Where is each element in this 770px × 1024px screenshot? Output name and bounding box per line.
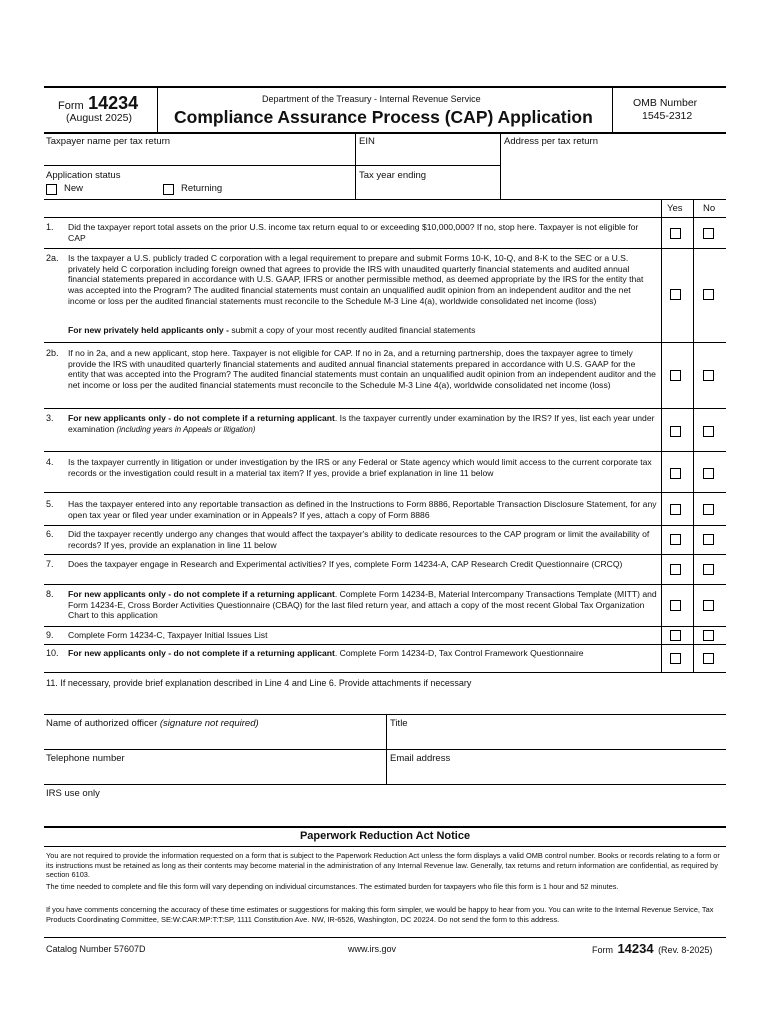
question-2a-text: Is the taxpayer a U.S. publicly traded C corporation with a legal requirement to prepare and submit Forms 10-K, 10-Q, and 8-K to the SEC or a U.S. privately held C corporation including foreign owned that agrees to provide the IRS with unaudited quarterly financial statements and audited annual financial statements prepared in accordance with U.S. GAAP, IFRS or another permissible method, as deemed appropriate by the IRS for the entity that was accepted into the Program? The audited financial statements must contain an unqualified audit opinion from an independent auditor and the net income or loss per the audited financial statements must reconcile to the Schedule M-3 Line 4(a), worldwide consolidated net income (loss) bbox=[68, 253, 644, 306]
footer-form-number: 14234 bbox=[617, 941, 654, 956]
pra-paragraph-3: If you have comments concerning the accuracy of these time estimates or suggestions for making this form simpler, we would be happy to hear from you. You can write to the Internal Revenue Service, Tax Products Coordinating Committee, SE:W:CAR:MP:T:T:SP, 1111 Constitution Ave. NW, IR-6526, Washington, DC 20224. Do not send the form to this address. bbox=[46, 905, 714, 924]
line-11-label: 11. If necessary, provide brief explanation described in Line 4 and Line 6. Provide attachments if necessary bbox=[46, 678, 472, 688]
question-10-body: . Complete Form 14234-D, Tax Control Framework Questionnaire bbox=[334, 648, 584, 658]
status-returning-checkbox[interactable] bbox=[163, 184, 174, 195]
question-10-no-checkbox[interactable] bbox=[703, 653, 714, 664]
form-number: 14234 bbox=[88, 93, 139, 113]
question-3-no-checkbox[interactable] bbox=[703, 426, 714, 437]
title-label: Title bbox=[390, 718, 408, 729]
question-9-no-checkbox[interactable] bbox=[703, 630, 714, 641]
website: www.irs.gov bbox=[348, 944, 397, 954]
question-8-no-checkbox[interactable] bbox=[703, 600, 714, 611]
question-9-yes-checkbox[interactable] bbox=[670, 630, 681, 641]
question-5-yes-checkbox[interactable] bbox=[670, 504, 681, 515]
question-10-text bbox=[68, 648, 658, 659]
question-1-yes-checkbox[interactable] bbox=[670, 228, 681, 239]
officer-label-note: (signature not required) bbox=[159, 718, 259, 729]
telephone-label: Telephone number bbox=[46, 753, 125, 764]
question-2b-yes-checkbox[interactable] bbox=[670, 370, 681, 381]
question-2a-note-bold: For new privately held applicants only - bbox=[68, 325, 229, 335]
yes-column-header: Yes bbox=[667, 203, 683, 214]
question-9-text: Complete Form 14234-C, Taxpayer Initial Issues List bbox=[68, 630, 268, 640]
question-2a-note bbox=[68, 325, 658, 336]
question-1-text: Did the taxpayer report total assets on the prior U.S. income tax return equal to or exceeding $10,000,000? If no, stop here. Taxpayer is not eligible for CAP bbox=[68, 222, 639, 243]
question-8-number: 8. bbox=[46, 589, 54, 599]
form-number-block bbox=[58, 93, 138, 114]
question-8-bold: For new applicants only - do not complete if a returning applicant bbox=[68, 589, 335, 599]
question-8-text bbox=[68, 589, 658, 621]
question-10-number: 10. bbox=[46, 648, 59, 658]
question-5-no-checkbox[interactable] bbox=[703, 504, 714, 515]
email-label: Email address bbox=[390, 753, 451, 764]
ein-label: EIN bbox=[359, 136, 375, 147]
question-2a-no-checkbox[interactable] bbox=[703, 289, 714, 300]
question-5-text: Has the taxpayer entered into any reportable transaction as defined in the Instructions to Form 8886, Reportable Transaction Disclosure Statement, for any open tax year or filed year under examination or in Appeals? If yes, attach a copy of Form 8886 bbox=[68, 499, 657, 520]
question-1-number: 1. bbox=[46, 222, 54, 232]
question-3-body: . Is the taxpayer currently under examination by the IRS? If yes, list each year under examination bbox=[68, 413, 655, 434]
no-column-header: No bbox=[703, 203, 716, 214]
form-date: (August 2025) bbox=[66, 112, 132, 124]
question-2a-number: 2a. bbox=[46, 253, 59, 263]
address-label: Address per tax return bbox=[504, 136, 598, 147]
question-2a-yes-checkbox[interactable] bbox=[670, 289, 681, 300]
omb-number: 1545-2312 bbox=[642, 110, 693, 122]
footer-form-id bbox=[592, 940, 712, 958]
line-11-explanation-field[interactable] bbox=[44, 690, 726, 714]
question-2b-text: If no in 2a, and a new applicant, stop here. Taxpayer is not eligible for CAP. If no in 2a, and a returning partnership, does the taxpayer agree to timely provide the IRS with unaudited quarterly financial statements and audited annual financial statements prepared in accordance with U.S. GAAP for the entity that was accepted into the Program? The audited financial statements must contain an unqualified audit opinion from an independent auditor and the net income or loss per the audited financial statements must reconcile to the Schedule M-3 Line 4(a), worldwide consolidated net income (loss) bbox=[68, 348, 656, 391]
status-new-label: New bbox=[64, 183, 84, 194]
officer-label bbox=[46, 718, 259, 730]
question-6-no-checkbox[interactable] bbox=[703, 534, 714, 545]
form-word: Form bbox=[58, 100, 84, 112]
question-6-yes-checkbox[interactable] bbox=[670, 534, 681, 545]
question-3-bold: For new applicants only - do not complete if a returning applicant bbox=[68, 413, 335, 423]
officer-label-text: Name of authorized officer bbox=[46, 718, 158, 729]
question-6-number: 6. bbox=[46, 529, 54, 539]
question-9-number: 9. bbox=[46, 630, 54, 640]
title-field[interactable] bbox=[388, 730, 724, 748]
question-7-text: Does the taxpayer engage in Research and Experimental activities? If yes, complete Form 14234-A, CAP Research Credit Questionnaire (CRCQ) bbox=[68, 559, 623, 569]
omb-label: OMB Number bbox=[633, 97, 698, 109]
pra-heading: Paperwork Reduction Act Notice bbox=[299, 830, 471, 842]
telephone-field[interactable] bbox=[44, 765, 384, 783]
application-status-label: Application status bbox=[46, 170, 121, 181]
question-10-bold: For new applicants only - do not complete if a returning applicant bbox=[68, 648, 335, 658]
pra-paragraph-2: The time needed to complete and file this form will vary depending on individual circumstances. The estimated burden for taxpayers who file this form is 1 hour and 52 minutes. bbox=[46, 882, 619, 891]
question-7-yes-checkbox[interactable] bbox=[670, 564, 681, 575]
question-7-number: 7. bbox=[46, 559, 54, 569]
question-4-number: 4. bbox=[46, 457, 54, 467]
email-field[interactable] bbox=[388, 765, 724, 783]
question-4-text: Is the taxpayer currently in litigation or under investigation by the IRS or any Federal or State agency which would limit access to the current corporate tax records or the investigation could result in a material tax item? If yes, provide a brief explanation in line 11 below bbox=[68, 457, 652, 478]
taxpayer-name-label: Taxpayer name per tax return bbox=[46, 136, 171, 147]
tax-year-ending-field[interactable] bbox=[357, 182, 499, 198]
pra-paragraph-1: You are not required to provide the information requested on a form that is subject to the Paperwork Reduction Act unless the form displays a valid OMB control number. Books or records relating to a form or its instructions must be retained as long as their contents may become material in the administration of any Internal Revenue law. Generally, tax returns and return information are confidential, as required by section 6103. bbox=[46, 851, 720, 880]
footer-rev: (Rev. 8-2025) bbox=[658, 945, 713, 955]
question-4-no-checkbox[interactable] bbox=[703, 468, 714, 479]
officer-name-field[interactable] bbox=[44, 730, 384, 748]
question-3-text bbox=[68, 413, 658, 435]
question-4-yes-checkbox[interactable] bbox=[670, 468, 681, 479]
ein-field[interactable] bbox=[357, 134, 499, 164]
question-8-body: . Complete Form 14234-B, Material Intercompany Transactions Template (MITT) and Form 14234-E, Cross Border Activities Questionnaire (CBAQ) for the last filed return year, and attach a copy of the most recent Global Tax Organization Chart to this application bbox=[68, 589, 657, 621]
question-1-no-checkbox[interactable] bbox=[703, 228, 714, 239]
irs-use-only-label: IRS use only bbox=[46, 788, 100, 799]
tax-year-ending-label: Tax year ending bbox=[359, 170, 427, 181]
question-6-text: Did the taxpayer recently undergo any changes that would affect the taxpayer's ability to dedicate resources to the CAP program or limit the availability of records? If yes, provide an explanation in line 11 below bbox=[68, 529, 650, 550]
question-7-no-checkbox[interactable] bbox=[703, 564, 714, 575]
footer-form-word: Form bbox=[592, 945, 613, 955]
status-new-checkbox[interactable] bbox=[46, 184, 57, 195]
question-3-yes-checkbox[interactable] bbox=[670, 426, 681, 437]
page-title: Compliance Assurance Process (CAP) Application bbox=[174, 107, 593, 127]
question-8-yes-checkbox[interactable] bbox=[670, 600, 681, 611]
taxpayer-name-field[interactable] bbox=[44, 134, 354, 164]
question-2b-number: 2b. bbox=[46, 348, 59, 358]
question-3-italic: (including years in Appeals or litigation) bbox=[114, 424, 256, 434]
question-10-yes-checkbox[interactable] bbox=[670, 653, 681, 664]
address-field[interactable] bbox=[502, 134, 724, 198]
question-5-number: 5. bbox=[46, 499, 54, 509]
catalog-number: Catalog Number 57607D bbox=[46, 944, 146, 954]
status-returning-label: Returning bbox=[181, 183, 223, 194]
question-2b-no-checkbox[interactable] bbox=[703, 370, 714, 381]
question-2a-note-text: submit a copy of your most recently audited financial statements bbox=[228, 325, 476, 335]
question-3-number: 3. bbox=[46, 413, 54, 423]
department: Department of the Treasury - Internal Revenue Service bbox=[262, 94, 481, 104]
